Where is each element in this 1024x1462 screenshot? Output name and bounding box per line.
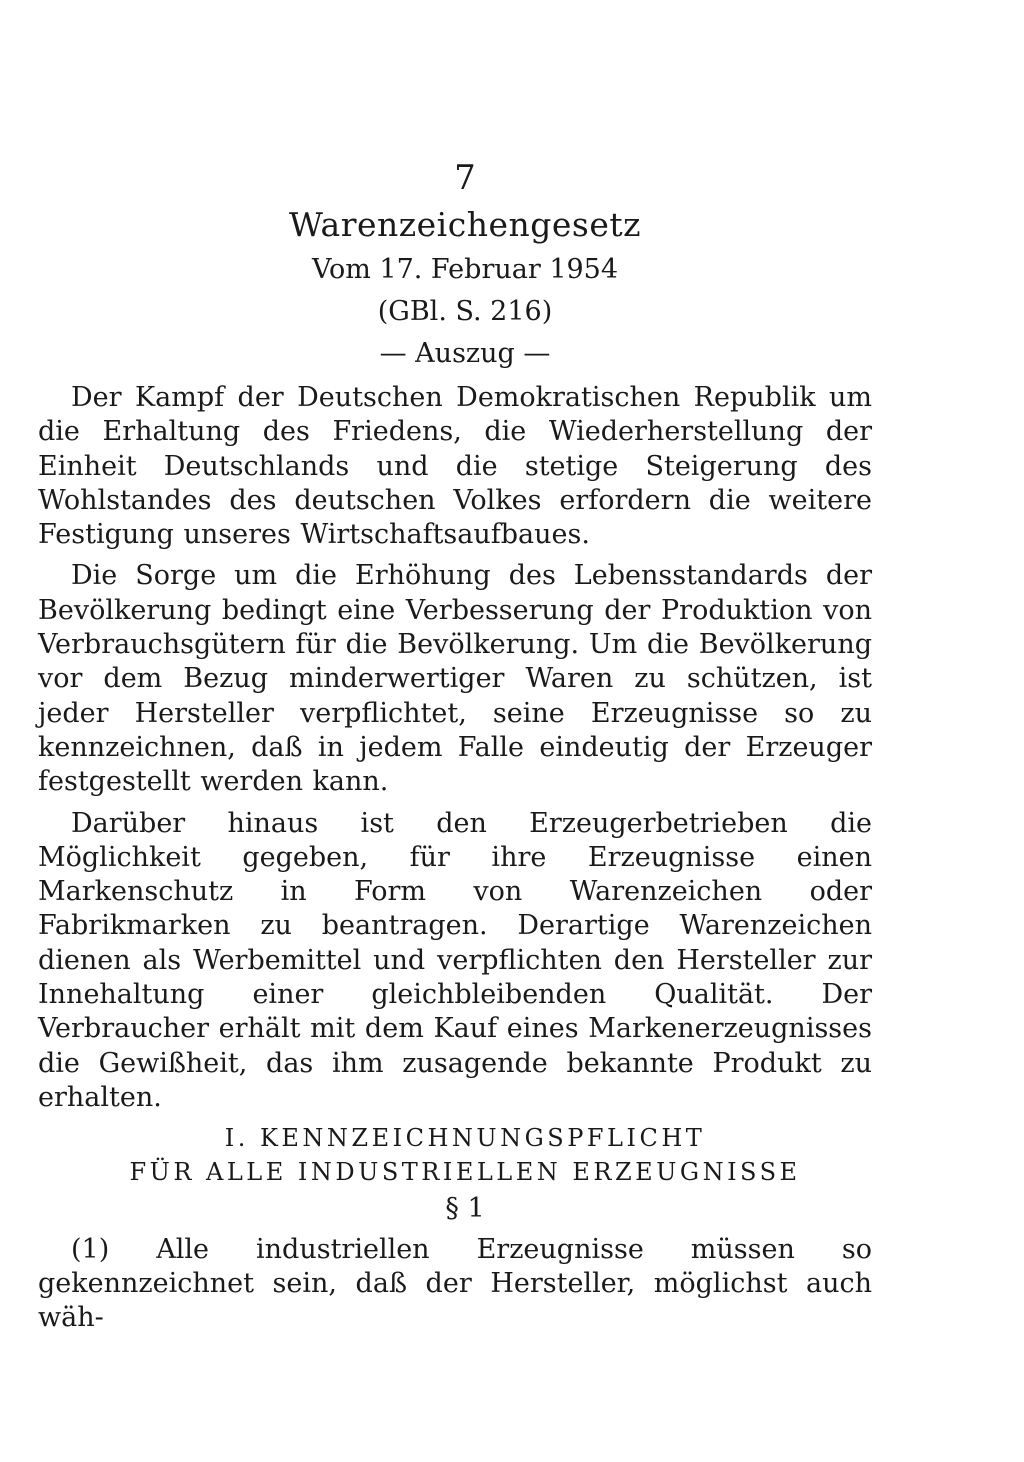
preamble-paragraph-1: Der Kampf der Deutschen Demokratischen Republik um die Erhaltung des Friedens, die Wiederherstellung der Einheit Deutschlands und die stetige Steigerung des Wohlstandes des deutschen Volkes erfordern die weitere Festigung unseres Wirtschaftsaufbaues. bbox=[38, 382, 872, 551]
paragraph-mark: § 1 bbox=[445, 1193, 485, 1225]
document-source: (GBl. S. 216) bbox=[377, 296, 553, 327]
preamble-paragraph-2: Die Sorge um die Erhöhung des Lebensstandards der Bevölkerung bedingt eine Verbesserung der Produktion von Verbrauchsgütern für die Bevölkerung. Um die Bevölkerung vor dem Bezug minderwertiger Waren zu schützen, ist jeder Hersteller verpflichtet, seine Erzeugnisse so zu kennzeichnen, daß in jedem Falle eindeutig der Erzeuger festgestellt werden kann. bbox=[38, 560, 872, 798]
document-page bbox=[38, 155, 872, 1335]
section-heading-line-2: FÜR ALLE INDUSTRIELLEN ERZEUGNISSE bbox=[129, 1158, 801, 1187]
section-heading-line-1: I. KENNZEICHNUNGSPFLICHT bbox=[224, 1124, 706, 1153]
excerpt-note: — Auszug — bbox=[379, 338, 551, 369]
preamble-paragraph-3: Darüber hinaus ist den Erzeugerbetrieben die Möglichkeit gegeben, für ihre Erzeugnisse einen Markenschutz in Form von Warenzeichen oder Fabrikmarken zu beantragen. Derartige Warenzeichen dienen als Werbemittel und verpflichten den Hersteller zur Innehaltung einer gleichbleibenden Qualität. Der Verbraucher erhält mit dem Kauf eines Markenerzeugnisses die Gewißheit, das ihm zusagende bekannte Produkt zu erhalten. bbox=[38, 807, 872, 1113]
document-date: Vom 17. Februar 1954 bbox=[311, 254, 619, 285]
clause-1: (1) Alle industriellen Erzeugnisse müssen so gekennzeichnet sein, daß der Hersteller, möglichst auch wäh- bbox=[38, 1234, 872, 1334]
document-number: 7 bbox=[454, 158, 476, 198]
document-title: Warenzeichengesetz bbox=[288, 205, 642, 244]
